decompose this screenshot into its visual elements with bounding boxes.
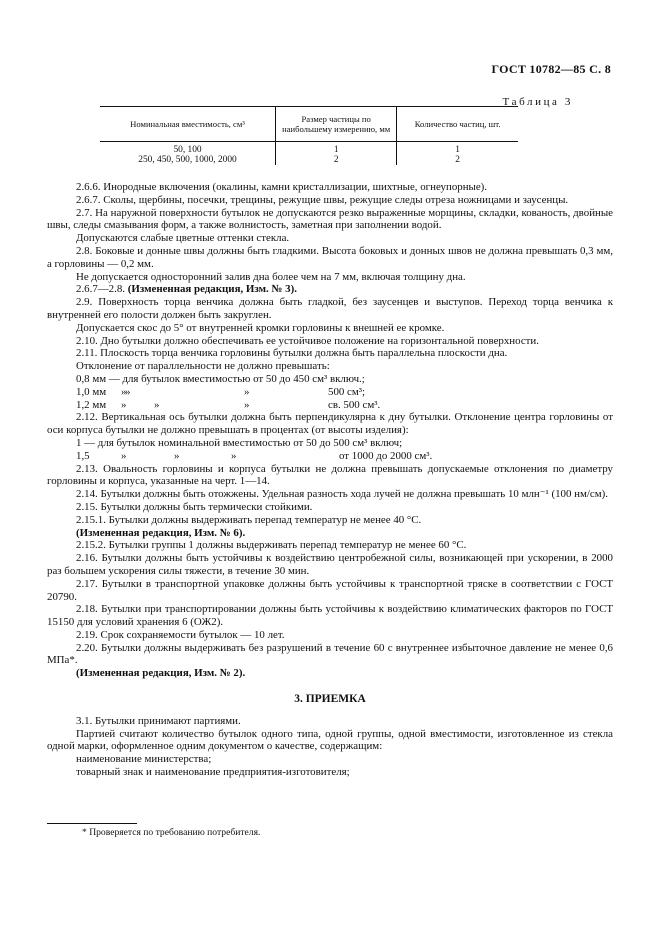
paragraph: 2.19. Срок сохраняемости бутылок — 10 лет. xyxy=(76,628,285,641)
volume-range: св. 500 см³. xyxy=(328,398,381,411)
paragraph: 2.6.7. Сколы, щербины, посечки, трещины, режущие швы, режущие следы отреза ножницами и заусенцы. xyxy=(76,193,569,206)
tolerance-line: 1 — для бутылок номинальной вместимостью от 50 до 500 см³ включ; xyxy=(76,436,403,449)
paragraph: Не допускается односторонний залив дна более чем на 7 мм, включая толщину дна. xyxy=(76,270,466,283)
paragraph: 2.12. Вертикальная ось бутылки должна быть перпендикулярна к дну бутылки. Отклонение центра горловины от оси корпуса бутылки не должно превышать в процентах (от высоты изделия): xyxy=(47,411,613,437)
paragraph: 2.17. Бутылки в транспортной упаковке должны быть устойчивы к транспортной тряске в соответствии с ГОСТ 20790. xyxy=(47,577,613,603)
document-body xyxy=(47,181,613,779)
section-heading: 3. ПРИЕМКА xyxy=(294,693,366,706)
ditto-mark: » xyxy=(244,398,250,411)
table-cell: 1 xyxy=(276,142,397,156)
paragraph: 2.13. Овальность горловины и корпуса бутылки не должна превышать допускаемые отклонения по диаметру горловины и корпуса, указанные на черт. 1—14. xyxy=(47,462,613,488)
tolerance-line xyxy=(47,399,613,412)
paragraph: 2.16. Бутылки должны быть устойчивы к воздействию центробежной силы, возникающей при ускорении, в 2000 раз большем ускорения силы тяжести, в течение 30 мин. xyxy=(47,552,613,577)
ditto-mark: » xyxy=(231,449,237,462)
tolerance-value: 1,5 xyxy=(76,449,90,462)
table-cell: 2 xyxy=(276,155,397,165)
paragraph: товарный знак и наименование предприятия-изготовителя; xyxy=(76,766,350,779)
paragraph: Партией считают количество бутылок одного типа, одной группы, одной вместимости, изготовленное из стекла одной марки, оформленное одним документом о качестве, содержащим: xyxy=(47,727,613,753)
paragraph: 3.1. Бутылки принимают партиями. xyxy=(76,714,241,727)
paragraph: наименование министерства; xyxy=(76,753,212,766)
paragraph: 2.11. Плоскость торца венчика горловины бутылки должна быть параллельна плоскости дна. xyxy=(76,347,508,360)
ditto-mark: » xyxy=(121,398,127,411)
ditto-mark: » xyxy=(244,385,250,398)
paragraph: Отклонение от параллельности не должно превышать: xyxy=(76,360,330,373)
amendment-text: (Измененная редакция, Изм. № 3). xyxy=(127,283,297,296)
table-row xyxy=(100,155,518,165)
table-header: Номинальная вместимость, см³ xyxy=(100,107,276,142)
amendment-note: (Измененная редакция, Изм. № 6). xyxy=(76,526,246,539)
paragraph: 2.8. Боковые и донные швы должны быть гладкими. Высота боковых и донных швов не должна превышать 0,3 мм, а горловины — 0,2 мм. xyxy=(47,244,613,270)
table-cell: 50, 100 xyxy=(173,145,202,155)
paragraph: 2.18. Бутылки при транспортировании должны быть устойчивы к воздействию климатических факторов по ГОСТ 15150 для условий хранения 6 (ОЖ2). xyxy=(47,603,613,629)
paragraph: 2.9. Поверхность торца венчика должна быть гладкой, без заусенцев и выступов. Переход торца венчика к внутренней его полости должен быть закруглен. xyxy=(47,296,613,321)
table-cell: 2 xyxy=(397,155,518,165)
volume-range: от 1000 до 2000 см³. xyxy=(339,449,433,462)
table-3 xyxy=(100,106,518,165)
table-cell: 1 xyxy=(397,142,518,156)
table-row xyxy=(100,142,518,156)
ditto-mark: » xyxy=(121,449,127,462)
tolerance-line xyxy=(47,450,613,463)
paragraph: 2.15.2. Бутылки группы 1 должны выдерживать перепад температур не менее 60 °С. xyxy=(76,539,467,552)
table-header: Количество частиц, шт. xyxy=(397,107,518,142)
paragraph: 2.6.6. Инородные включения (окалины, камни кристаллизации, шихтные, огнеупорные). xyxy=(76,181,488,193)
amendment-note: (Измененная редакция, Изм. № 2). xyxy=(76,667,246,680)
tolerance-line: 0,8 мм — для бутылок вместимостью от 50 до 450 см³ включ.; xyxy=(76,372,365,385)
paragraph: 2.7. На наружной поверхности бутылок не допускаются резко выраженные морщины, складки, кованость, двойные швы, следы смазывания форм, а также волнистость, заметная при заполнении водой. xyxy=(47,206,613,232)
footnote: * Проверяется по требованию потребителя. xyxy=(82,827,261,838)
tolerance-value: 1,2 мм xyxy=(76,398,107,411)
paragraph: 2.10. Дно бутылки должно обеспечивать ее устойчивое положение на горизонтальной поверхности. xyxy=(76,334,539,347)
ditto-mark: » xyxy=(174,449,180,462)
table-header: Размер частицы по наибольшему измерению, мм xyxy=(276,107,397,142)
paragraph: 2.15.1. Бутылки должны выдерживать перепад температур не менее 40 °С. xyxy=(76,513,422,526)
ditto-mark: » xyxy=(154,398,160,411)
paragraph: 2.14. Бутылки должны быть отожжены. Удельная разность хода лучей не должна превышать 10 млн⁻¹ (100 нм/см). xyxy=(76,488,608,501)
amendment-note xyxy=(47,283,613,296)
table-caption: Таблица 3 xyxy=(502,96,573,108)
paragraph: Допускается скос до 5° от внутренней кромки горловины к внешней ее кромке. xyxy=(76,321,445,334)
paragraph: 2.15. Бутылки должны быть термически стойкими. xyxy=(76,500,313,513)
footnote-separator xyxy=(47,823,137,824)
clause-range: 2.6.7—2.8. xyxy=(76,283,126,296)
tolerance-value: 1,0 мм xyxy=(76,385,107,398)
tolerance-line xyxy=(47,386,613,399)
volume-range: 500 см³; xyxy=(328,385,366,398)
ditto-mark: » xyxy=(125,385,131,398)
page-header: ГОСТ 10782—85 С. 8 xyxy=(491,62,611,76)
paragraph: Допускаются слабые цветные оттенки стекла. xyxy=(76,232,290,245)
table-cell: 250, 450, 500, 1000, 2000 xyxy=(138,155,237,165)
ditto-mark: » xyxy=(121,385,127,398)
paragraph: 2.20. Бутылки должны выдерживать без разрушений в течение 60 с внутреннее избыточное давление не менее 0,6 МПа*. xyxy=(47,641,613,667)
